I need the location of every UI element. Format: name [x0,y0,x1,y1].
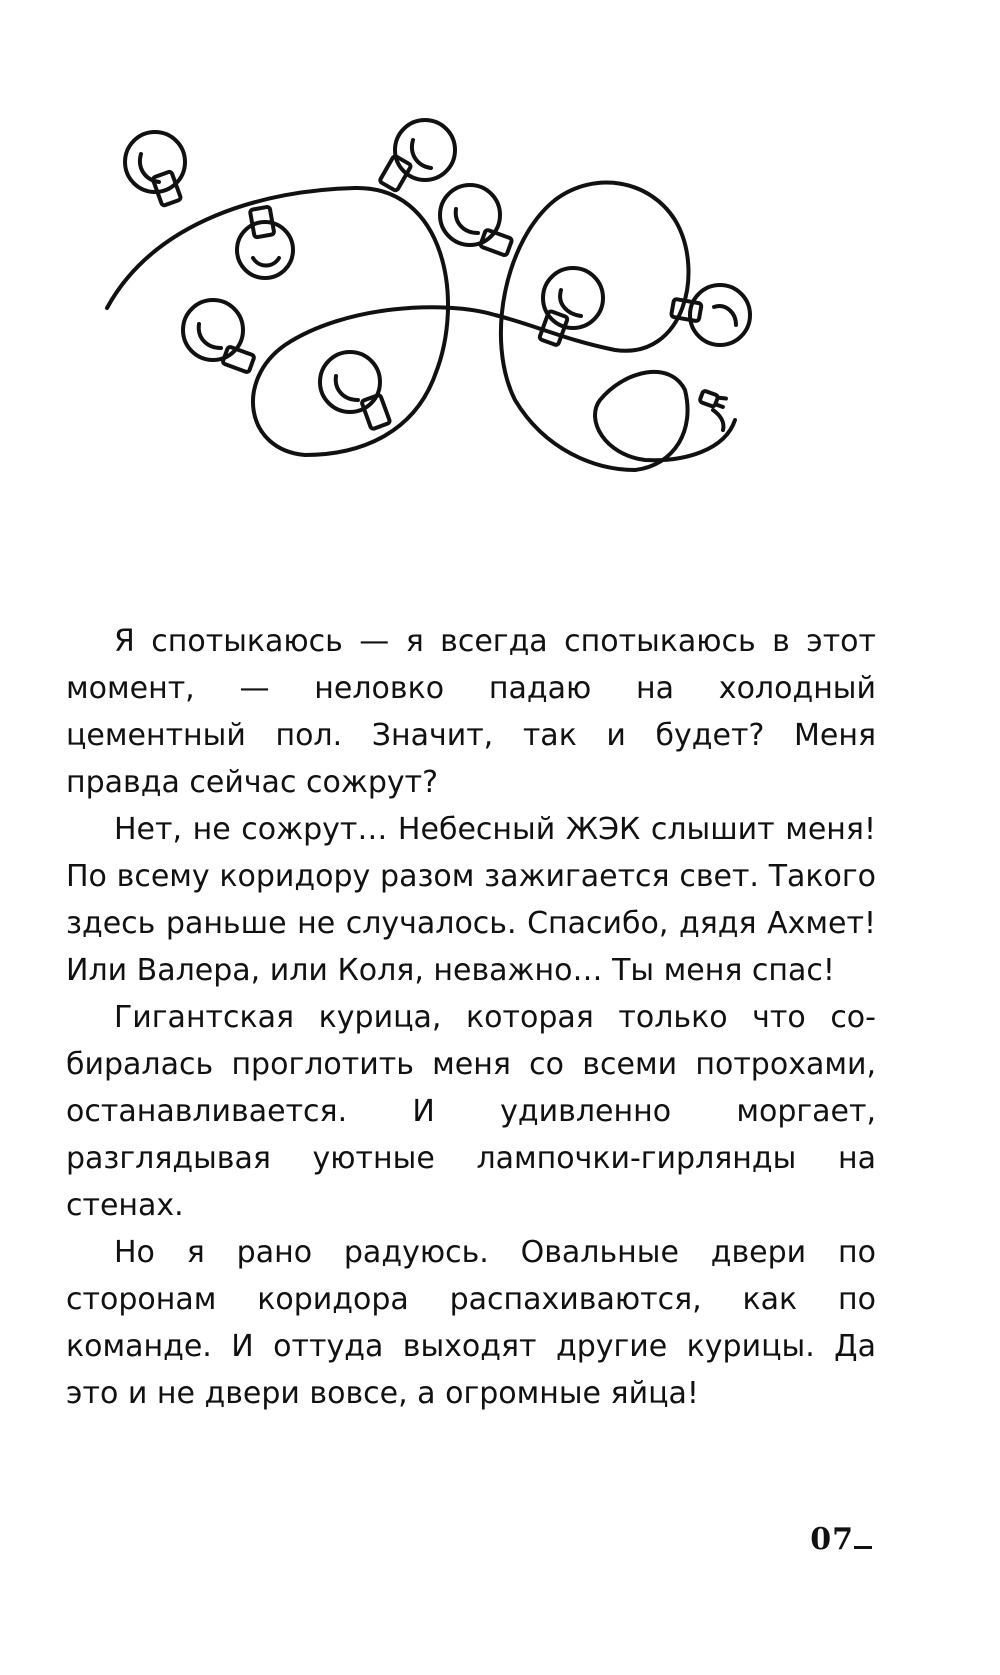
bulb-icon [671,285,750,345]
paragraph: Нет, не сожрут… Небесный ЖЭК слышит меня! По всему коридору разом зажигается свет. Такого здесь раньше не случалось. Спасибо, дядя Ахмет! Или Валера, или Коля, неважно… Ты меня спас! [66,812,876,988]
page-number [810,1522,872,1557]
page-number-value: 07 [810,1522,854,1557]
garland-illustration [95,110,835,530]
page-number-underscore [854,1524,872,1549]
plug-cord [713,410,723,430]
bulb-icon [440,185,512,256]
bulb-icon [237,207,293,278]
bulb-icon [183,300,255,373]
plug-icon [699,390,726,409]
bulb-icon [379,120,455,191]
body-text [66,618,876,1417]
bulb-icon [320,352,390,429]
paragraph: Но я рано радуюсь. Овальные двери по сторонам коридора распахиваются, как по команде. И оттуда выходят другие курицы. Да это и не двери вовсе, а огромные яйца! [66,1235,876,1411]
paragraph: Гигантская курица, которая только что собиралась проглотить меня со всеми потрохами, останавливается. И удивленно моргает, разглядывая уютные лампочки-гирлянды на стенах. [66,1000,876,1223]
bulb-icon [125,132,185,206]
garland-wire [107,183,735,470]
garland-drawing [95,110,835,530]
paragraph: Я спотыкаюсь — я всегда спотыкаюсь в этот момент, — неловко падаю на холодный цементный пол. Значит, так и будет? Меня правда сейчас сожрут? [66,624,876,800]
bulb-icon [539,268,603,346]
